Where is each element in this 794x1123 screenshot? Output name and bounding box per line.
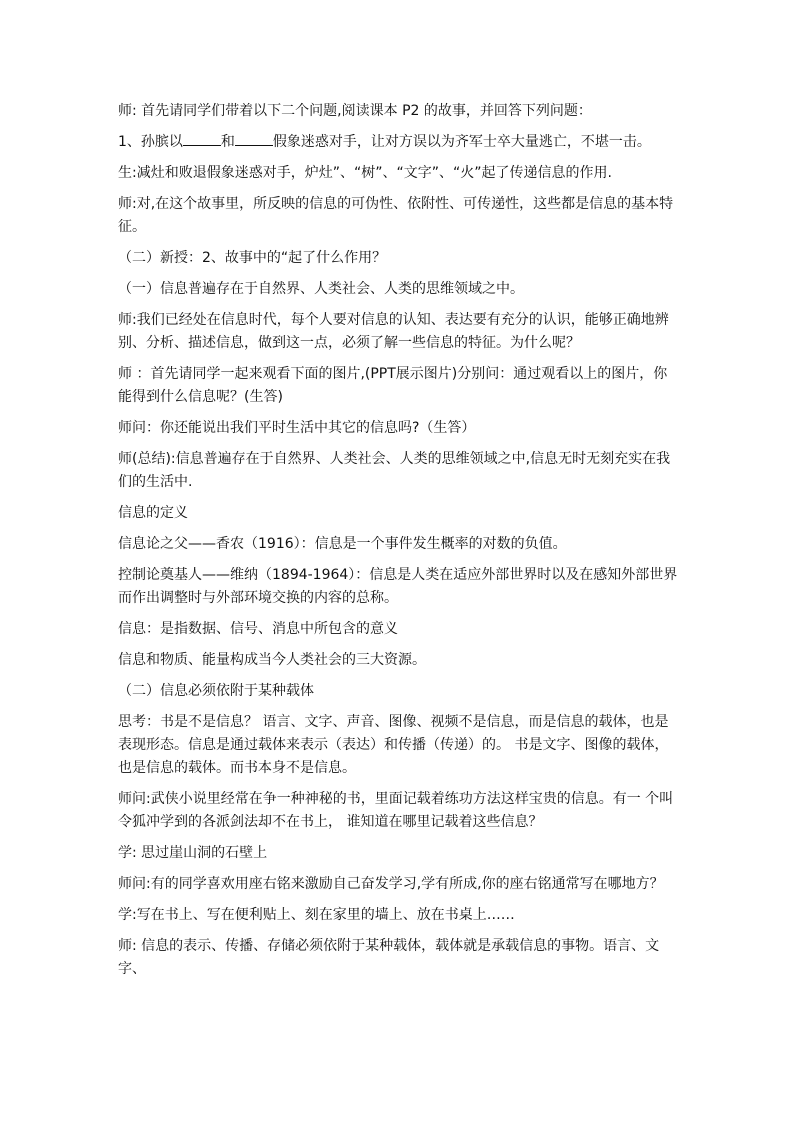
answer-blank-1 [183,131,221,146]
information-meaning-definition: 信息：是指数据、信号、消息中所包含的意义 [118,621,398,637]
teacher-motto-question: 师问:有的同学喜欢用座右铭来激励自己奋发学习,学有所成,你的座右铭通常写在哪地方？ [118,876,664,892]
question-1-suffix: 假象迷惑对手，让对方误以为齐军士卒大量逃亡，不堪一击。 [272,134,651,150]
teacher-carrier-line: 师: 信息的表示、传播、存储必须依附于某种载体，载体就是承载信息的事物。语言、文字、 [118,938,660,977]
thinking-paragraph: 思考：书是不是信息？ 语言、文字、声音、图像、视频不是信息，而是信息的载体，也是表现形态。信息是通过载体来表示（表达）和传播（传递）的。 书是文字、图像的载体，也是信息的载体。而书本身不是信息。 [118,714,669,776]
answer-blank-2 [235,131,273,146]
question-1-prefix: 1、孙膑以 [118,134,183,150]
definition-heading: 信息的定义 [118,505,188,521]
teacher-picture-question-paragraph: 师 ：首先请同学一起来观看下面的图片,(PPT展示图片)分别问：通过观看以上的图片，你能得到什么信息呢？(生答) [118,366,668,405]
shannon-definition: 信息论之父——香农（1916）：信息是一个事件发生概率的对数的负值。 [118,536,567,552]
student-cliff-answer: 学: 思过崖山洞的石壁上 [118,845,268,861]
question-1-line [118,131,678,154]
question-1-middle: 和 [220,134,235,150]
student-answer-line: 生:减灶和败退假象迷惑对手，炉灶”、“树”、“文字”、“火”起了传递信息的作用. [118,165,612,181]
three-resources-line: 信息和物质、能量构成当今人类社会的三大资源。 [118,652,426,668]
wiener-definition: 控制论奠基人——维纳（1894-1964）：信息是人类在适应外部世界时以及在感知外部世界而作出调整时与外部环境交换的内容的总称。 [118,567,678,606]
section-heading-carrier: （二）信息必须依附于某种载体 [118,683,314,699]
teacher-response-paragraph: 师:对,在这个故事里，所反映的信息的可伪性、依附性、可传递性，这些都是信息的基本特征。 [118,196,674,235]
section-heading-information-exists: （一）信息普遍存在于自然界、人类社会、人类的思维领域之中。 [118,281,524,297]
teacher-intro-line: 师: 首先请同学们带着以下二个问题,阅读课本 P2 的故事，并回答下列问题： [118,103,592,119]
document-page [118,100,678,989]
teacher-other-information-question: 师问：你还能说出我们平时生活中其它的信息吗?（生答） [118,420,476,436]
teacher-summary-paragraph: 师(总结):信息普遍存在于自然界、人类社会、人类的思维领域之中,信息无时无刻充实在我们的生活中. [118,451,671,490]
student-motto-answer: 学:写在书上、写在便利贴上、刻在家里的墙上、放在书桌上…… [118,907,515,923]
teacher-martial-arts-question: 师问:武侠小说里经常在争一种神秘的书，里面记载着练功方法这样宝贵的信息。有一 个叫令狐冲学到的各派剑法却不在书上， 谁知道在哪里记载着这些信息？ [118,791,674,830]
teacher-information-age-paragraph: 师:我们已经处在信息时代，每个人要对信息的认知、表达要有充分的认识，能够正确地辨别、分析、描述信息，做到这一点，必须了解一些信息的特征。为什么呢？ [118,312,669,351]
new-lesson-heading: （二）新授：2、故事中的“起了什么作用？ [118,250,387,266]
